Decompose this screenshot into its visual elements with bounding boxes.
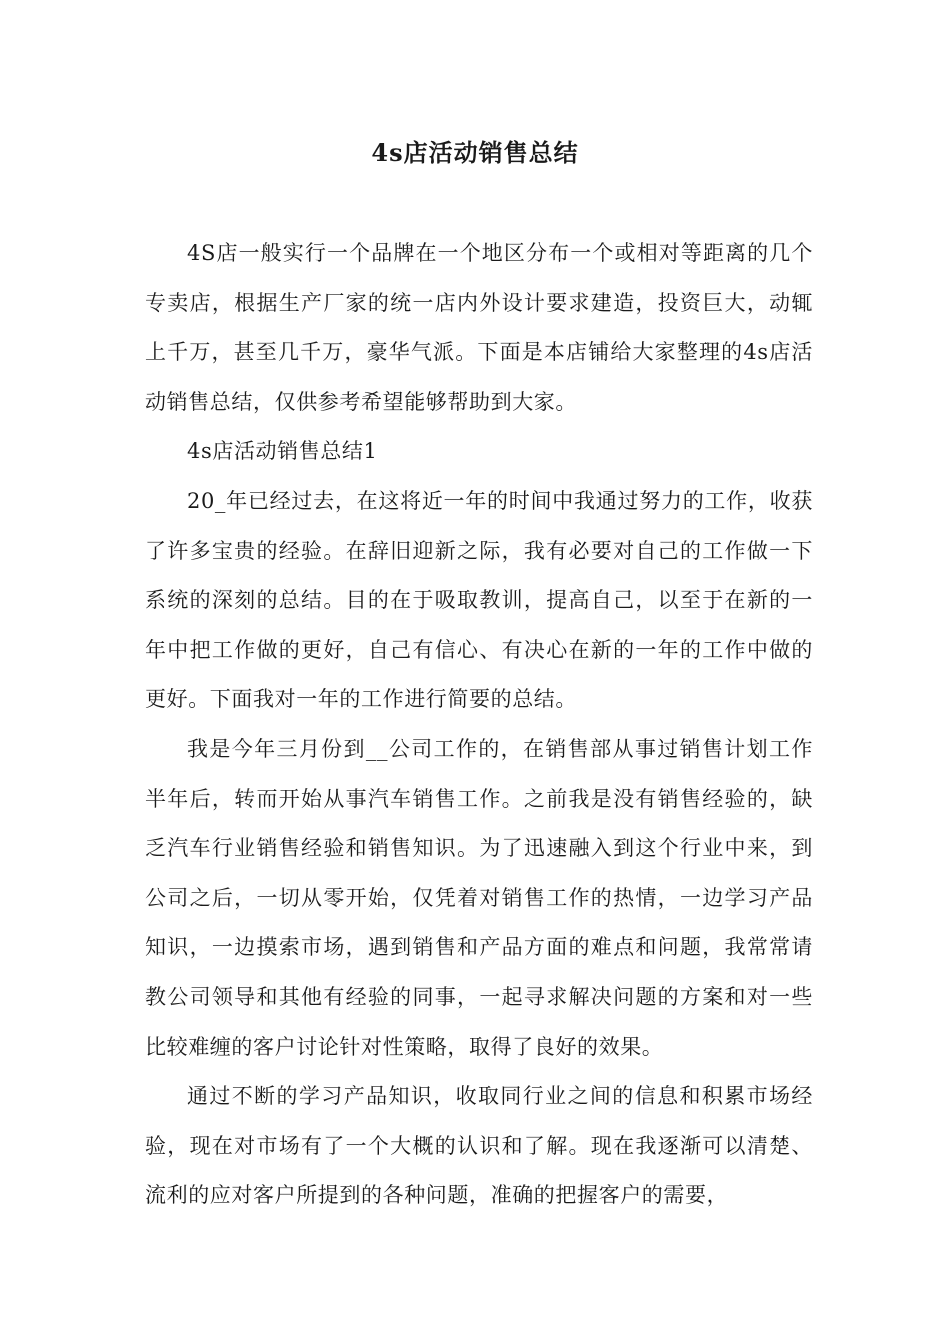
body-paragraph: 通过不断的学习产品知识，收取同行业之间的信息和积累市场经验，现在对市场有了一个大概的认识和了解。现在我逐渐可以清楚、流利的应对客户所提到的各种问题，准确的把握客户的需要， xyxy=(145,1084,813,1208)
document-body xyxy=(145,229,813,1221)
body-paragraph: 20_年已经过去，在这将近一年的时间中我通过努力的工作，收获了许多宝贵的经验。在辞旧迎新之际，我有必要对自己的工作做一下系统的深刻的总结。目的在于吸取教训，提高自己，以至于在新的一年中把工作做的更好，自己有信心、有决心在新的一年的工作中做的更好。下面我对一年的工作进行简要的总结。 xyxy=(145,488,813,712)
document-title: 4s店活动销售总结 xyxy=(371,138,579,167)
intro-paragraph: 4S店一般实行一个品牌在一个地区分布一个或相对等距离的几个专卖店，根据生产厂家的统一店内外设计要求建造，投资巨大，动辄上千万，甚至几千万，豪华气派。下面是本店铺给大家整理的4s店活动销售总结，仅供参考希望能够帮助到大家。 xyxy=(145,241,813,414)
section-heading: 4s店活动销售总结1 xyxy=(187,439,378,464)
body-paragraph: 我是今年三月份到__公司工作的，在销售部从事过销售计划工作半年后，转而开始从事汽车销售工作。之前我是没有销售经验的，缺乏汽车行业销售经验和销售知识。为了迅速融入到这个行业中来，到公司之后，一切从零开始，仅凭着对销售工作的热情，一边学习产品知识，一边摸索市场，遇到销售和产品方面的难点和问题，我常常请教公司领导和其他有经验的同事，一起寻求解决问题的方案和对一些比较难缠的客户讨论针对性策略，取得了良好的效果。 xyxy=(145,736,813,1059)
